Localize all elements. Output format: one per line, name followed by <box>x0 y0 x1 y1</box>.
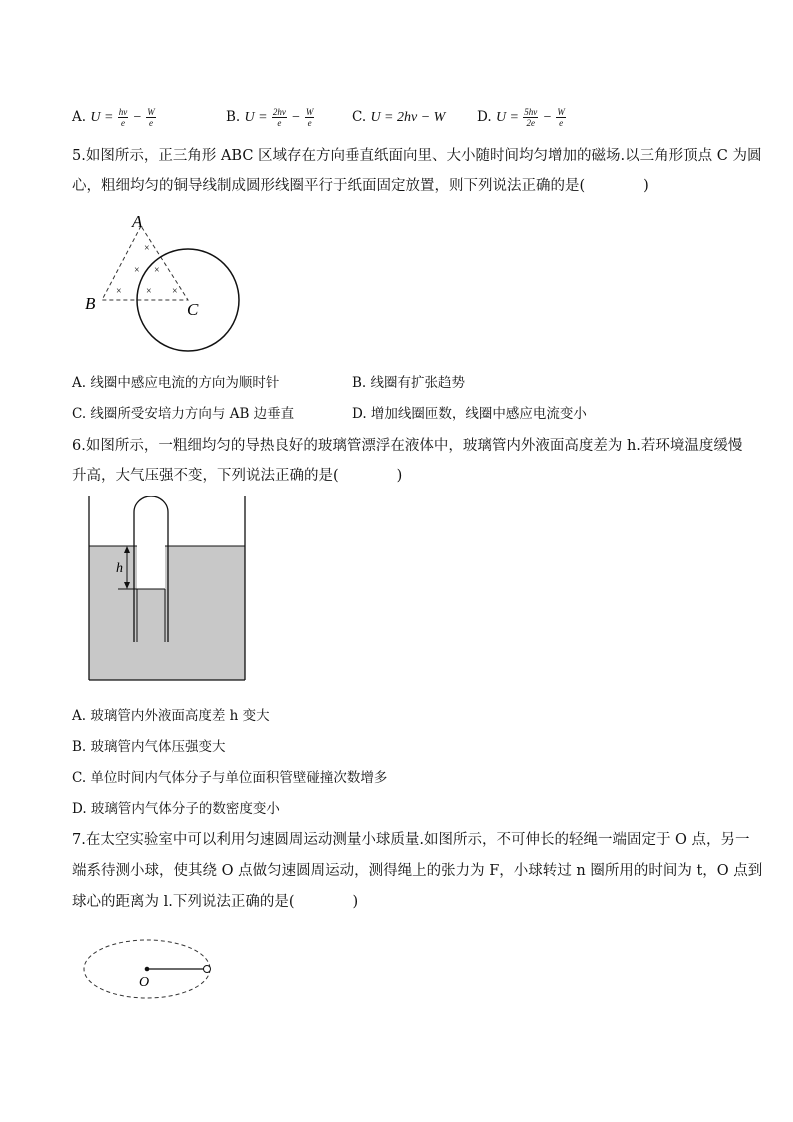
field-cross: × <box>144 243 150 254</box>
liquid <box>89 546 245 680</box>
q5-option-b: B. 线圈有扩张趋势 <box>352 375 466 391</box>
pivot-o-label: O <box>139 975 150 990</box>
h-label: h <box>116 561 123 576</box>
q4-option-a: A. U = $\frac{h\nu}{e}$ − $\frac{W}{e}$ <box>72 107 155 128</box>
ball <box>204 966 211 973</box>
q5-stem-line-2: 心，粗细均匀的铜导线制成圆形线圈平行于纸面固定放置，则下列说法正确的是( ) <box>72 178 649 194</box>
q6-stem-line-1: 6.如图所示，一粗细均匀的导热良好的玻璃管漂浮在液体中，玻璃管内外液面高度差为 h.若环境温度缓慢 <box>72 438 743 454</box>
pivot-o <box>145 967 150 972</box>
q7-figure-circular-motion <box>80 938 220 1006</box>
field-cross: × <box>154 265 160 276</box>
q6-option-a: A. 玻璃管内外液面高度差 h 变大 <box>72 708 270 724</box>
q6-figure-glass-tube <box>84 496 254 688</box>
q5-stem-line-1: 5.如图所示，正三角形 ABC 区域存在方向垂直纸面向里、大小随时间均匀增加的磁场.以三角形顶点 C 为圆 <box>72 148 762 164</box>
q7-stem-line-2: 端系待测小球，使其绕 O 点做匀速圆周运动，测得绳上的张力为 F，小球转过 n 圈所用的时间为 t，O 点到 <box>72 863 763 879</box>
q5-figure-triangle-circle <box>80 208 250 353</box>
q4-option-c: C. U = 2hν − W <box>352 109 446 125</box>
q5-option-a: A. 线圈中感应电流的方向为顺时针 <box>72 375 280 391</box>
vertex-b-label: B <box>85 294 96 313</box>
q6-option-b: B. 玻璃管内气体压强变大 <box>72 739 226 755</box>
field-cross: × <box>134 265 140 276</box>
q4-option-d: D. U = $\frac{5h\nu}{2e}$ − $\frac{W}{e}$ <box>477 107 565 128</box>
q6-option-d: D. 玻璃管内气体分子的数密度变小 <box>72 801 280 817</box>
q5-option-c: C. 线圈所受安培力方向与 AB 边垂直 <box>72 406 295 422</box>
q7-stem-line-1: 7.在太空实验室中可以利用匀速圆周运动测量小球质量.如图所示，不可伸长的轻绳一端固定于 O 点，另一 <box>72 832 750 848</box>
field-cross: × <box>146 286 152 297</box>
q5-option-d: D. 增加线圈匝数，线圈中感应电流变小 <box>352 406 587 422</box>
field-cross: × <box>172 286 178 297</box>
q6-option-c: C. 单位时间内气体分子与单位面积管壁碰撞次数增多 <box>72 770 388 786</box>
q6-stem-line-2: 升高，大气压强不变，下列说法正确的是( ) <box>72 468 403 484</box>
vertex-a-label: A <box>132 212 143 231</box>
tube-gas <box>137 512 165 589</box>
q7-stem-line-3: 球心的距离为 l.下列说法正确的是( ) <box>72 894 359 910</box>
field-cross: × <box>116 286 122 297</box>
vertex-c-label: C <box>187 300 199 319</box>
q4-option-b: B. U = $\frac{2h\nu}{e}$ − $\frac{W}{e}$ <box>226 107 314 128</box>
